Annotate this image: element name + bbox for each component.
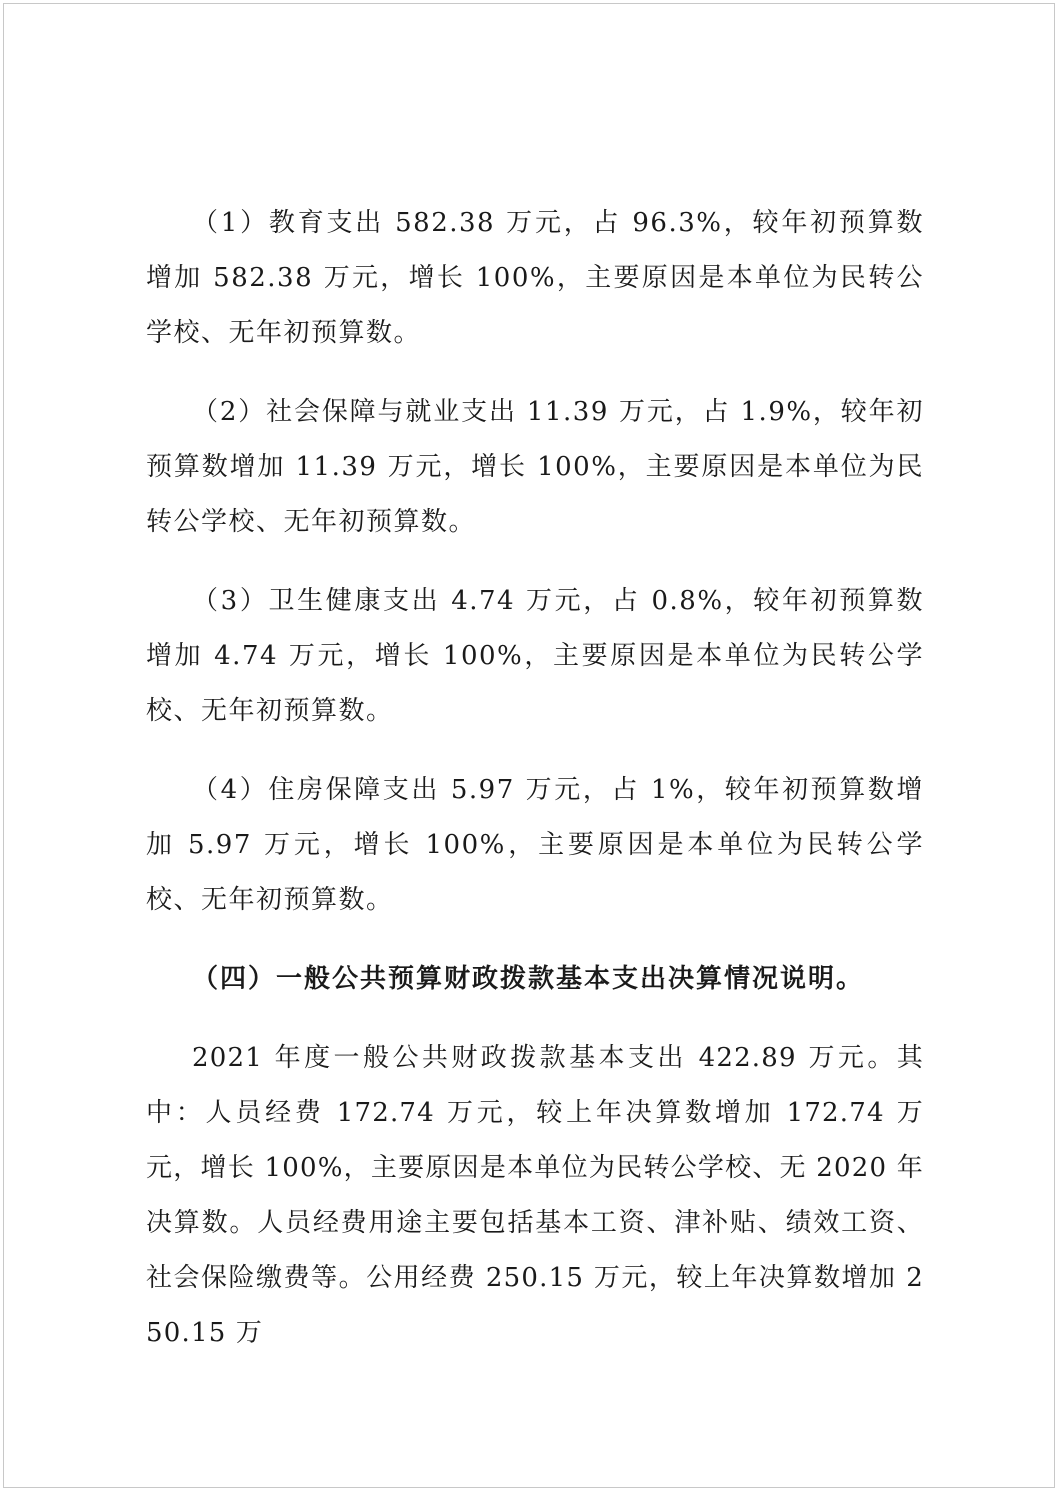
paragraph-social-security-expenditure: （2）社会保障与就业支出 11.39 万元，占 1.9%，较年初预算数增加 11.39 万元，增长 100%，主要原因是本单位为民转公学校、无年初预算数。 <box>146 397 924 537</box>
paragraph-basic-expenditure-summary: 2021 年度一般公共财政拨款基本支出 422.89 万元。其中：人员经费 172.74 万元，较上年决算数增加 172.74 万元，增长 100%，主要原因是本单位为民转公学校、无 2020 年决算数。人员经费用途主要包括基本工资、津补贴、绩效工资、社会保险缴费等。公用经费 250.15 万元，较上年决算数增加 250.15 万 <box>146 1043 924 1348</box>
section-heading: （四）一般公共预算财政拨款基本支出决算情况说明。 <box>192 964 865 994</box>
paragraph-health-expenditure: （3）卫生健康支出 4.74 万元，占 0.8%，较年初预算数增加 4.74 万元，增长 100%，主要原因是本单位为民转公学校、无年初预算数。 <box>146 586 924 726</box>
paragraph-housing-expenditure: （4）住房保障支出 5.97 万元，占 1%，较年初预算数增加 5.97 万元，增长 100%，主要原因是本单位为民转公学校、无年初预算数。 <box>146 775 924 915</box>
paragraph-education-expenditure: （1）教育支出 582.38 万元，占 96.3%，较年初预算数增加 582.38 万元，增长 100%，主要原因是本单位为民转公学校、无年初预算数。 <box>146 208 924 348</box>
document-body <box>146 196 924 1385</box>
document-page <box>3 3 1055 1488</box>
